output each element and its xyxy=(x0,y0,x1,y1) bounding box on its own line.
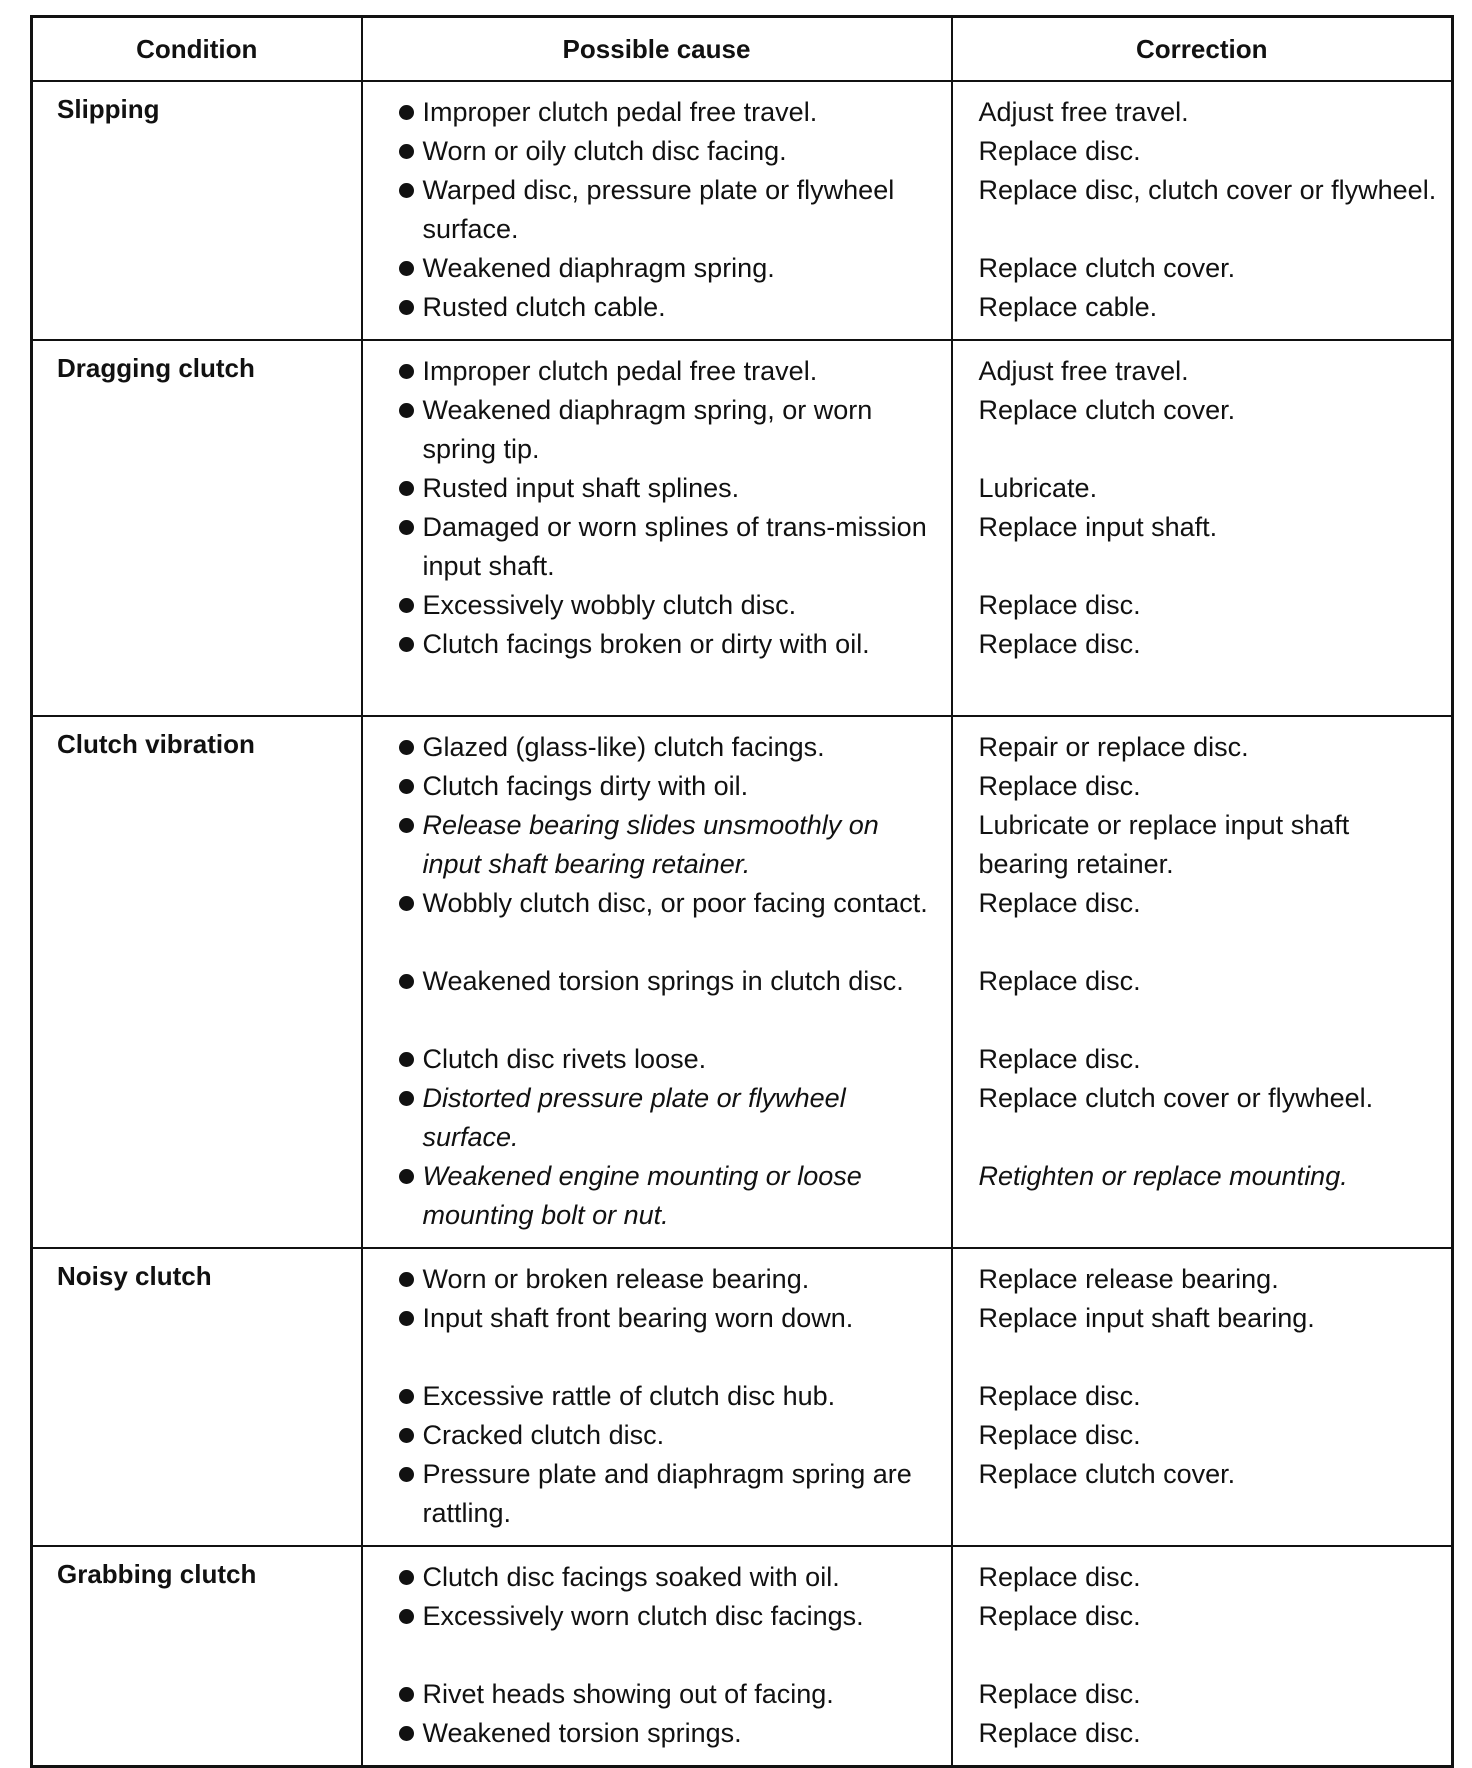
cause-item xyxy=(363,93,943,132)
condition-label: Slipping xyxy=(57,94,160,124)
bullet-icon xyxy=(399,300,414,315)
bullet-icon xyxy=(399,1311,414,1326)
bullet-icon xyxy=(399,1169,414,1184)
cause-text: Damaged or worn splines of trans-mission input shaft. xyxy=(422,512,927,581)
correction-item: Replace disc. xyxy=(978,888,1141,918)
cause-text: Rusted input shaft splines. xyxy=(422,473,740,503)
cause-item xyxy=(363,962,943,1040)
cause-list xyxy=(363,1249,951,1545)
cause-item xyxy=(363,1714,943,1753)
cause-item xyxy=(363,1597,943,1675)
bullet-icon xyxy=(399,1609,414,1624)
cause-cell xyxy=(362,1546,952,1767)
correction-item: Replace disc. xyxy=(978,136,1141,166)
header-possible-cause: Possible cause xyxy=(362,17,952,82)
condition-label: Grabbing clutch xyxy=(57,1559,257,1589)
bullet-icon xyxy=(399,364,414,379)
header-row xyxy=(32,17,1453,82)
cause-text: Excessively wobbly clutch disc. xyxy=(422,590,797,620)
cause-text: Rivet heads showing out of facing. xyxy=(422,1679,834,1709)
correction-list xyxy=(953,717,1452,1247)
correction-list xyxy=(953,82,1452,339)
cause-text: Improper clutch pedal free travel. xyxy=(422,97,818,127)
cause-text: Pressure plate and diaphragm spring are rattling. xyxy=(422,1459,912,1528)
cause-cell xyxy=(362,716,952,1248)
correction-cell xyxy=(952,716,1453,1248)
cause-list xyxy=(363,717,951,1247)
bullet-icon xyxy=(399,1091,414,1106)
cause-text: Improper clutch pedal free travel. xyxy=(422,356,818,386)
cause-cell xyxy=(362,81,952,340)
bullet-icon xyxy=(399,740,414,755)
bullet-icon xyxy=(399,1726,414,1741)
correction-item: Replace disc. xyxy=(978,1718,1141,1748)
correction-item: Replace disc. xyxy=(978,590,1141,620)
cause-item xyxy=(363,806,943,884)
cause-text: Input shaft front bearing worn down. xyxy=(422,1303,854,1333)
bullet-icon xyxy=(399,144,414,159)
correction-cell xyxy=(952,1248,1453,1546)
bullet-icon xyxy=(399,598,414,613)
header-correction: Correction xyxy=(952,17,1453,82)
cause-item xyxy=(363,1260,943,1299)
cause-item xyxy=(363,1558,943,1597)
header-condition: Condition xyxy=(32,17,362,82)
correction-item: Replace release bearing. xyxy=(978,1264,1279,1294)
bullet-icon xyxy=(399,1570,414,1585)
cause-text: Clutch facings broken or dirty with oil. xyxy=(422,629,870,659)
cause-cell xyxy=(362,1248,952,1546)
correction-item: Replace disc, clutch cover or flywheel. xyxy=(978,175,1437,205)
correction-item: Replace disc. xyxy=(978,1562,1141,1592)
correction-list xyxy=(953,1547,1452,1765)
cause-text: Clutch disc facings soaked with oil. xyxy=(422,1562,840,1592)
bullet-icon xyxy=(399,818,414,833)
cause-item xyxy=(363,1299,943,1377)
bullet-icon xyxy=(399,1467,414,1482)
clutch-troubleshooting-table xyxy=(30,15,1454,1768)
bullet-icon xyxy=(399,637,414,652)
cause-item xyxy=(363,469,943,508)
cause-item xyxy=(363,391,943,469)
condition-label: Clutch vibration xyxy=(57,729,255,759)
cause-item xyxy=(363,884,943,962)
correction-item: Replace disc. xyxy=(978,1381,1141,1411)
cause-item xyxy=(363,249,943,288)
cause-cell xyxy=(362,340,952,716)
correction-item: Adjust free travel. xyxy=(978,97,1189,127)
condition-cell xyxy=(32,716,362,1248)
bullet-icon xyxy=(399,1687,414,1702)
correction-item: Replace disc. xyxy=(978,1601,1141,1631)
cause-item xyxy=(363,1157,943,1235)
cause-text: Worn or broken release bearing. xyxy=(422,1264,810,1294)
correction-item: Replace clutch cover. xyxy=(978,253,1236,283)
table-row xyxy=(32,1546,1453,1767)
bullet-icon xyxy=(399,1272,414,1287)
cause-item xyxy=(363,1416,943,1455)
correction-cell xyxy=(952,340,1453,716)
cause-text: Cracked clutch disc. xyxy=(422,1420,665,1450)
cause-text: Distorted pressure plate or flywheel surface. xyxy=(422,1083,846,1152)
correction-item: Adjust free travel. xyxy=(978,356,1189,386)
condition-cell xyxy=(32,81,362,340)
cause-item xyxy=(363,1675,943,1714)
bullet-icon xyxy=(399,520,414,535)
correction-list xyxy=(953,341,1452,715)
correction-item: Replace input shaft. xyxy=(978,512,1218,542)
cause-text: Excessively worn clutch disc facings. xyxy=(422,1601,864,1631)
condition-cell xyxy=(32,1546,362,1767)
correction-item: Replace cable. xyxy=(978,292,1158,322)
bullet-icon xyxy=(399,403,414,418)
correction-cell xyxy=(952,81,1453,340)
bullet-icon xyxy=(399,105,414,120)
bullet-icon xyxy=(399,779,414,794)
cause-item xyxy=(363,625,943,703)
table-row xyxy=(32,716,1453,1248)
bullet-icon xyxy=(399,896,414,911)
cause-item xyxy=(363,171,943,249)
cause-text: Clutch disc rivets loose. xyxy=(422,1044,707,1074)
cause-item xyxy=(363,132,943,171)
correction-item: Replace clutch cover. xyxy=(978,395,1236,425)
correction-item: Retighten or replace mounting. xyxy=(978,1161,1348,1191)
correction-item: Repair or replace disc. xyxy=(978,732,1249,762)
bullet-icon xyxy=(399,1052,414,1067)
correction-item: Replace disc. xyxy=(978,1044,1141,1074)
cause-list xyxy=(363,82,951,339)
cause-text: Wobbly clutch disc, or poor facing contact. xyxy=(422,888,928,918)
cause-item xyxy=(363,508,943,586)
cause-text: Release bearing slides unsmoothly on input shaft bearing retainer. xyxy=(422,810,879,879)
cause-text: Weakened diaphragm spring, or worn spring tip. xyxy=(422,395,873,464)
bullet-icon xyxy=(399,1389,414,1404)
bullet-icon xyxy=(399,183,414,198)
condition-label: Noisy clutch xyxy=(57,1261,212,1291)
correction-item: Replace input shaft bearing. xyxy=(978,1303,1315,1333)
correction-item: Replace disc. xyxy=(978,1679,1141,1709)
cause-item xyxy=(363,586,943,625)
correction-cell xyxy=(952,1546,1453,1767)
correction-item: Replace disc. xyxy=(978,629,1141,659)
cause-text: Rusted clutch cable. xyxy=(422,292,666,322)
cause-text: Warped disc, pressure plate or flywheel surface. xyxy=(422,175,895,244)
bullet-icon xyxy=(399,481,414,496)
cause-list xyxy=(363,341,951,715)
cause-text: Worn or oily clutch disc facing. xyxy=(422,136,787,166)
cause-item xyxy=(363,352,943,391)
condition-cell xyxy=(32,340,362,716)
cause-text: Glazed (glass-like) clutch facings. xyxy=(422,732,825,762)
cause-item xyxy=(363,288,943,327)
cause-text: Excessive rattle of clutch disc hub. xyxy=(422,1381,836,1411)
condition-label: Dragging clutch xyxy=(57,353,255,383)
condition-cell xyxy=(32,1248,362,1546)
cause-item xyxy=(363,767,943,806)
cause-text: Weakened engine mounting or loose mounting bolt or nut. xyxy=(422,1161,862,1230)
correction-item: Replace clutch cover. xyxy=(978,1459,1236,1489)
correction-item: Replace disc. xyxy=(978,1420,1141,1450)
correction-list xyxy=(953,1249,1452,1545)
cause-item xyxy=(363,1040,943,1079)
cause-text: Weakened torsion springs in clutch disc. xyxy=(422,966,904,996)
correction-item: Replace clutch cover or flywheel. xyxy=(978,1083,1374,1113)
table-row xyxy=(32,1248,1453,1546)
cause-text: Weakened torsion springs. xyxy=(422,1718,742,1748)
cause-text: Clutch facings dirty with oil. xyxy=(422,771,749,801)
cause-item xyxy=(363,1455,943,1533)
cause-item xyxy=(363,1079,943,1157)
bullet-icon xyxy=(399,261,414,276)
cause-text: Weakened diaphragm spring. xyxy=(422,253,775,283)
table-row xyxy=(32,340,1453,716)
correction-item: Lubricate. xyxy=(978,473,1098,503)
bullet-icon xyxy=(399,1428,414,1443)
correction-item: Replace disc. xyxy=(978,966,1141,996)
correction-item: Lubricate or replace input shaft bearing retainer. xyxy=(978,810,1350,879)
table-row xyxy=(32,81,1453,340)
cause-item xyxy=(363,728,943,767)
correction-item: Replace disc. xyxy=(978,771,1141,801)
cause-item xyxy=(363,1377,943,1416)
bullet-icon xyxy=(399,974,414,989)
cause-list xyxy=(363,1547,951,1765)
